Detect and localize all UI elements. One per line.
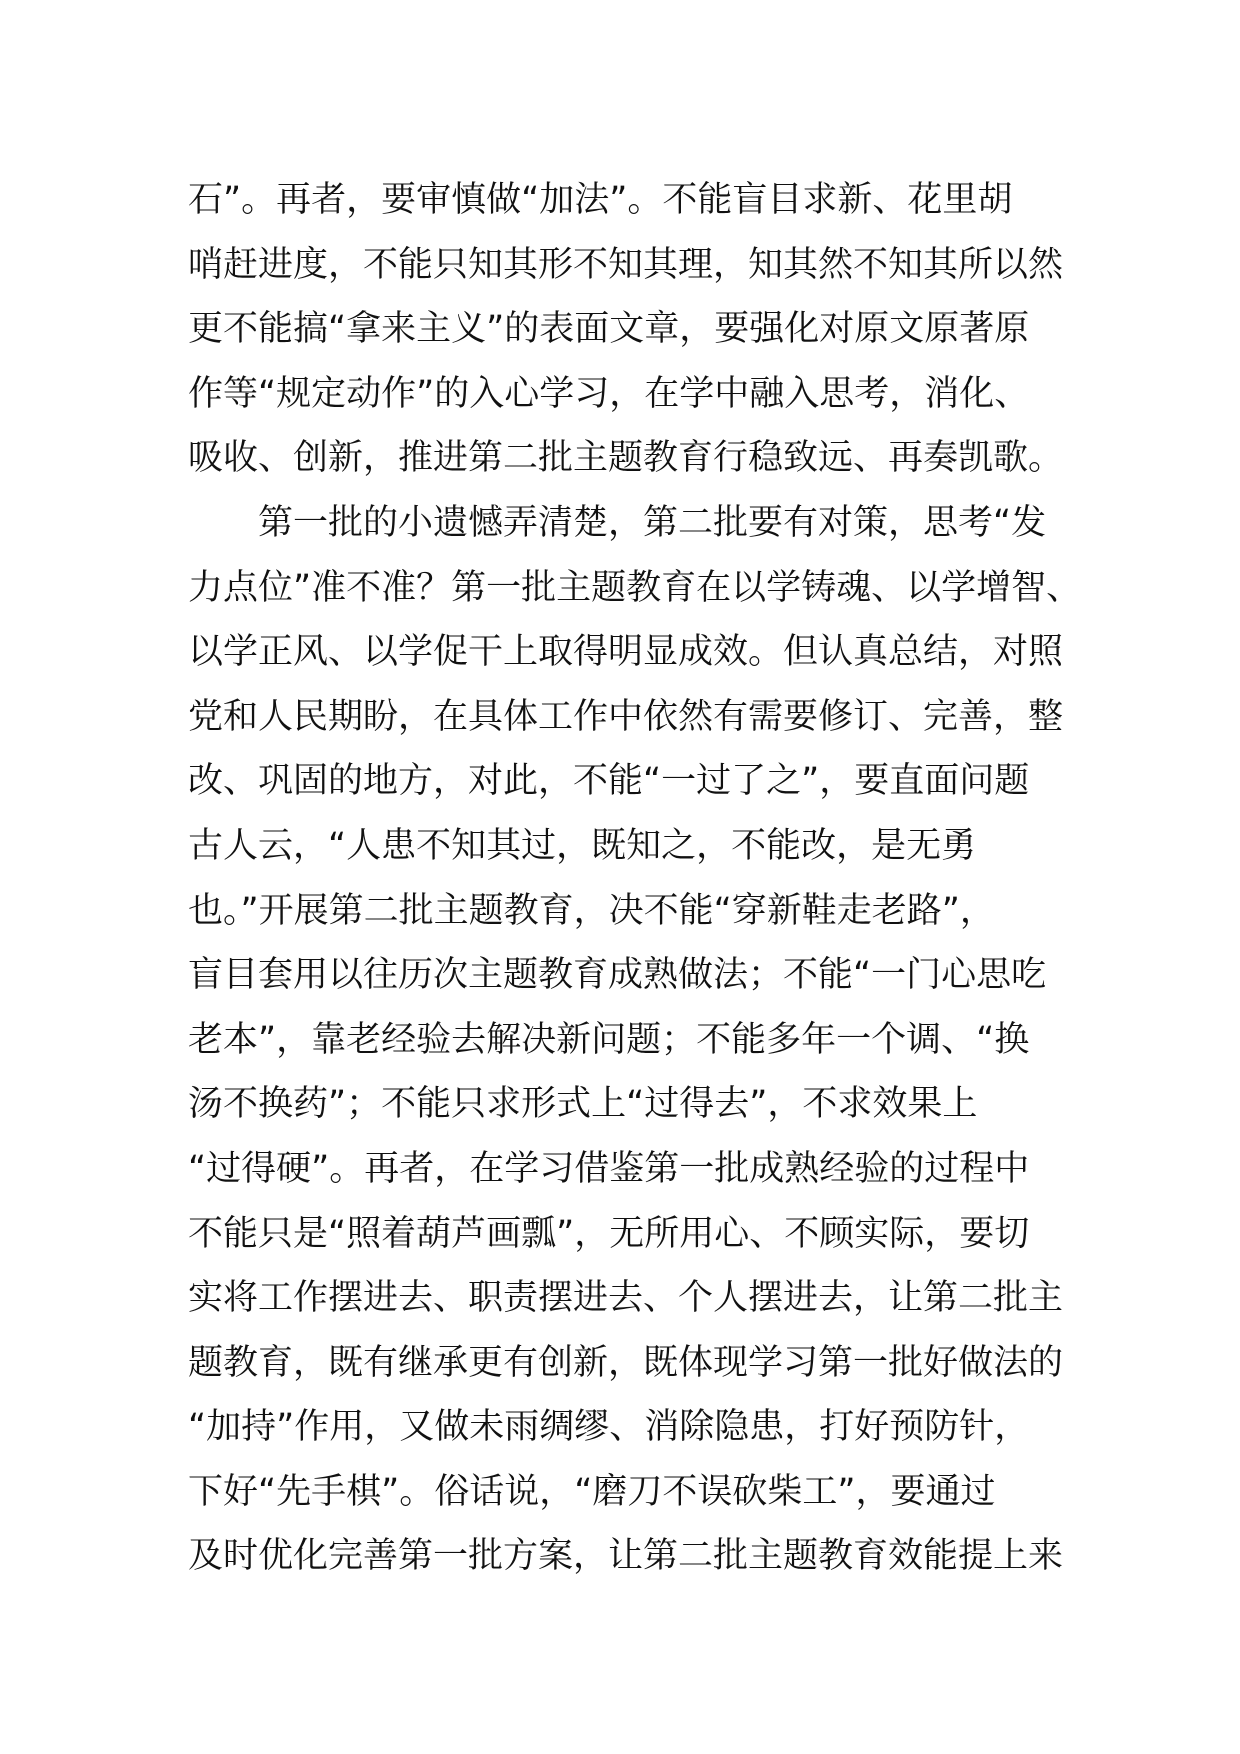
text-line: 以学正风、以学促干上取得明显成效。但认真总结，对照 xyxy=(188,632,1064,673)
text-line: 古人云，“人患不知其过，既知之，不能改，是无勇 xyxy=(188,825,977,866)
text-line: 汤不换药”；不能只求形式上“过得去”，不求效果上 xyxy=(188,1084,978,1125)
text-line: 石”。再者，要审慎做“加法”。不能盲目求新、花里胡 xyxy=(188,180,1013,220)
text-line: 不能只是“照着葫芦画瓢”，无所用心、不顾实际，要切 xyxy=(188,1213,1030,1254)
text-line: 实将工作摆进去、职责摆进去、个人摆进去，让第二批主 xyxy=(188,1278,1064,1319)
text-line: 盲目套用以往历次主题教育成熟做法；不能“一门心思吃 xyxy=(188,955,1047,996)
body-text xyxy=(188,168,1088,1589)
text-line: 改、巩固的地方，对此，不能“一过了之”，要直面问题 xyxy=(188,761,1030,802)
text-line: 作等“规定动作”的入心学习，在学中融入思考，消化、 xyxy=(188,373,1030,414)
text-line: “加持”作用，又做未雨绸缪、消除隐患，打好预防针， xyxy=(188,1407,1030,1448)
text-line: 题教育，既有继承更有创新，既体现学习第一批好做法的 xyxy=(188,1342,1064,1383)
text-line: 哨赶进度，不能只知其形不知其理，知其然不知其所以然 xyxy=(188,244,1064,285)
text-line: 及时优化完善第一批方案，让第二批主题教育效能提上来 xyxy=(188,1536,1064,1577)
text-line: “过得硬”。再者，在学习借鉴第一批成熟经验的过程中 xyxy=(188,1148,1030,1189)
text-line: 更不能搞“拿来主义”的表面文章，要强化对原文原著原 xyxy=(188,309,1030,350)
text-line: 也。”开展第二批主题教育，决不能“穿新鞋走老路”， xyxy=(188,890,995,931)
text-line: 老本”，靠老经验去解决新问题；不能多年一个调、“换 xyxy=(188,1019,1030,1060)
text-line: 党和人民期盼，在具体工作中依然有需要修订、完善，整 xyxy=(188,696,1064,737)
text-line: 吸收、创新，推进第二批主题教育行稳致远、再奏凯歌。 xyxy=(188,438,1064,479)
text-line: 第一批的小遗憾弄清楚，第二批要有对策，思考“发 xyxy=(188,502,1047,543)
text-line: 下好“先手棋”。俗话说，“磨刀不误砍柴工”，要通过 xyxy=(188,1471,996,1512)
text-line: 力点位”准不准？第一批主题教育在以学铸魂、以学增智、 xyxy=(188,567,1082,608)
